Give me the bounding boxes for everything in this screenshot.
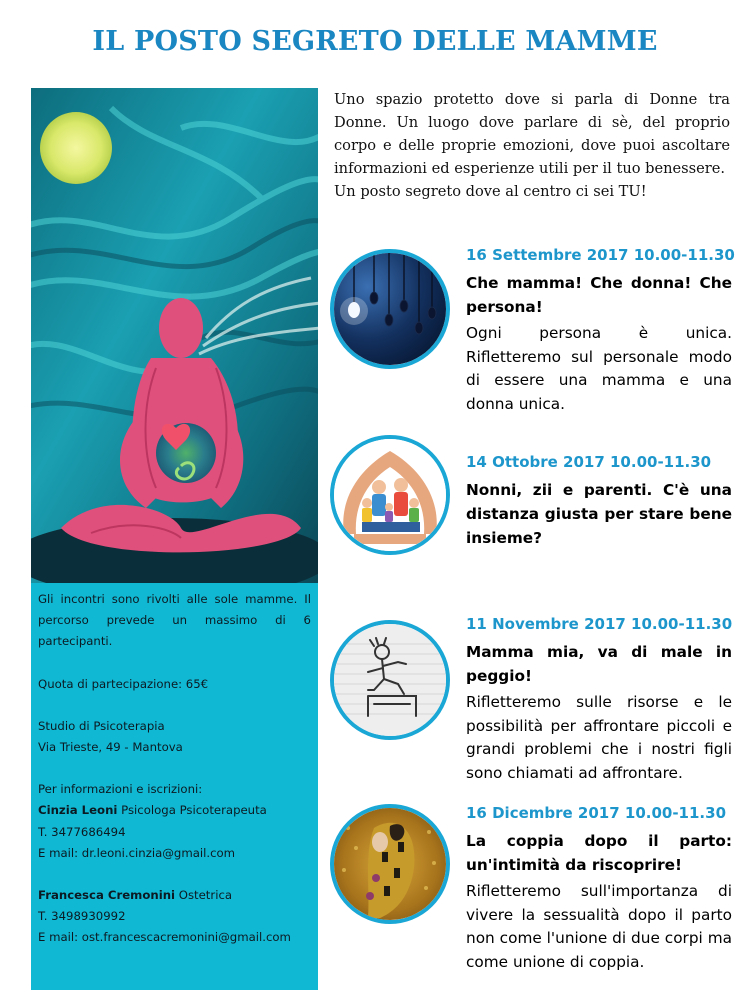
event-3: [466, 614, 732, 785]
contact-1: [38, 800, 311, 821]
contact-2-role: Ostetrica: [175, 888, 233, 903]
studio-address: Via Trieste, 49 - Mantova: [38, 740, 183, 755]
event-3-date: 11 Novembre 2017 10.00-11.30: [466, 615, 733, 633]
event-4-title: La coppia dopo il parto: un'intimità da riscoprire!: [466, 832, 732, 874]
child-drawing-image: [330, 620, 450, 740]
event-3-title: Mamma mia, va di male in peggio!: [466, 643, 732, 685]
event-1-description: Ogni persona è unica. Rifletteremo sul personale modo di essere una mamma e una donna unica.: [466, 324, 732, 413]
kiss-painting-image: [330, 804, 450, 924]
event-1: [466, 245, 735, 416]
event-2: [466, 452, 732, 550]
contact-2: [38, 885, 311, 906]
contact-1-phone: T. 3477686494: [38, 824, 126, 839]
audience-text-end: partecipanti.: [38, 634, 113, 649]
meditating-woman-painting: [31, 88, 318, 583]
event-4: [466, 803, 732, 974]
event-2-title: Nonni, zii e parenti. C'è una distanza giusta per stare bene insieme?: [466, 481, 732, 547]
page-title: IL POSTO SEGRETO DELLE MAMME: [92, 26, 658, 57]
event-4-description: Rifletteremo sull'importanza di vivere la sessualità dopo il parto non come l'unione di due corpi ma come unione di coppia.: [466, 882, 732, 971]
event-1-title: Che mamma! Che donna! Che persona!: [466, 274, 732, 316]
event-3-description: Rifletteremo sulle risorse e le possibilità per affrontare piccoli e grandi problemi che i nostri figli sono chiamati ad affrontare.: [466, 693, 732, 782]
intro-body: Uno spazio protetto dove si parla di Donne tra Donne. Un luogo dove parlare di sè, del proprio corpo e delle proprie emozioni, dove puoi ascoltare informazioni ed esperienze utili per il tuo benessere.: [334, 91, 730, 177]
studio-name: Studio di Psicoterapia: [38, 718, 165, 733]
contact-1-role: Psicologa Psicoterapeuta: [117, 803, 267, 818]
contacts-header: Per informazioni e iscrizioni:: [38, 782, 203, 797]
contact-2-name: Francesca Cremonini: [38, 888, 176, 903]
info-panel: [31, 583, 318, 990]
audience-text: Gli incontri sono rivolti alle sole mamme. Il percorso prevede un massimo di 6: [38, 592, 311, 628]
intro-tagline: Un posto segreto dove al centro ci sei TU!: [334, 183, 647, 200]
contact-1-email: E mail: dr.leoni.cinzia@gmail.com: [38, 845, 236, 860]
intro: [334, 88, 730, 203]
family-hands-image: [330, 435, 450, 555]
contact-1-name: Cinzia Leoni: [38, 803, 118, 818]
event-2-date: 14 Ottobre 2017 10.00-11.30: [466, 453, 712, 471]
event-1-date: 16 Settembre 2017 10.00-11.30: [466, 246, 735, 264]
fee-text: Quota di partecipazione: 65€: [38, 676, 209, 691]
light-bulbs-image: [330, 249, 450, 369]
contact-2-phone: T. 3498930992: [38, 909, 126, 924]
contact-2-email: E mail: ost.francescacremonini@gmail.com: [38, 930, 291, 945]
event-4-date: 16 Dicembre 2017 10.00-11.30: [466, 804, 727, 822]
